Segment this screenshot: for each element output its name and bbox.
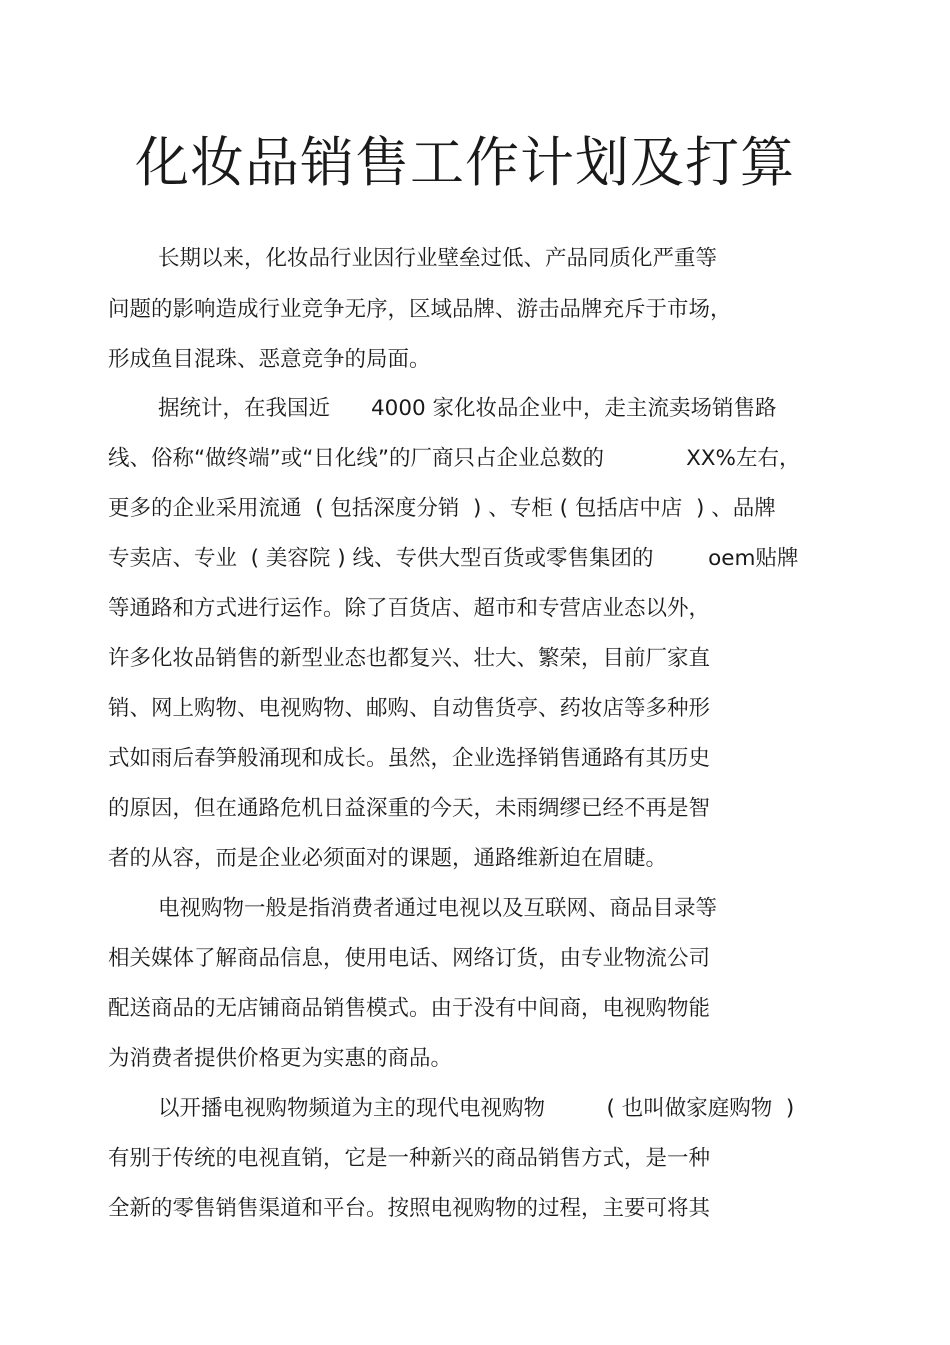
paragraph-line: 配送商品的无店铺商品销售模式。由于没有中间商，电视购物能: [108, 996, 711, 1021]
paragraph-line: 更多的企业采用流通 ( 包括深度分销 ) 、专柜 ( 包括店中店 ) 、品牌: [108, 496, 776, 521]
paragraph-line: 许多化妆品销售的新型业态也都复兴、壮大、繁荣，目前厂家直: [108, 646, 711, 671]
paragraph-line: 销、网上购物、电视购物、邮购、自动售货亭、药妆店等多种形: [108, 696, 711, 721]
document-title: 化妆品销售工作计划及打算: [135, 131, 795, 194]
paragraph-line: 等通路和方式进行运作。除了百货店、超市和专营店业态以外，: [108, 596, 711, 621]
paragraph-line: 的原因，但在通路危机日益深重的今天，未雨绸缪已经不再是智: [108, 796, 711, 821]
paragraph-line: 以开播电视购物频道为主的现代电视购物 ( 也叫做家庭购物 ): [158, 1096, 795, 1121]
paragraph-line: 据统计，在我国近 4000 家化妆品企业中，走主流卖场销售路: [158, 396, 777, 421]
paragraph-line: 电视购物一般是指消费者通过电视以及互联网、商品目录等: [158, 896, 718, 921]
paragraph-line: 问题的影响造成行业竞争无序，区域品牌、游击品牌充斥于市场，: [108, 297, 732, 322]
paragraph-line: 全新的零售销售渠道和平台。按照电视购物的过程，主要可将其: [108, 1196, 711, 1221]
paragraph-line: 者的从容，而是企业必须面对的课题，通路维新迫在眉睫。: [108, 846, 668, 871]
paragraph-line: 为消费者提供价格更为实惠的商品。: [108, 1046, 453, 1071]
paragraph-line: 长期以来，化妆品行业因行业壁垒过低、产品同质化严重等: [158, 246, 718, 271]
paragraph-line: 式如雨后春笋般涌现和成长。虽然，企业选择销售通路有其历史: [108, 746, 711, 771]
paragraph-line: 形成鱼目混珠、恶意竞争的局面。: [108, 347, 431, 372]
paragraph-line: 专卖店、专业 ( 美容院 ) 线、专供大型百货或零售集团的 oem贴牌: [108, 546, 799, 571]
paragraph-line: 有别于传统的电视直销，它是一种新兴的商品销售方式，是一种: [108, 1146, 711, 1171]
paragraph-line: 线、俗称“做终端”或“日化线”的厂商只占企业总数的 XX%左右，: [108, 446, 801, 471]
paragraph-line: 相关媒体了解商品信息，使用电话、网络订货，由专业物流公司: [108, 946, 711, 971]
